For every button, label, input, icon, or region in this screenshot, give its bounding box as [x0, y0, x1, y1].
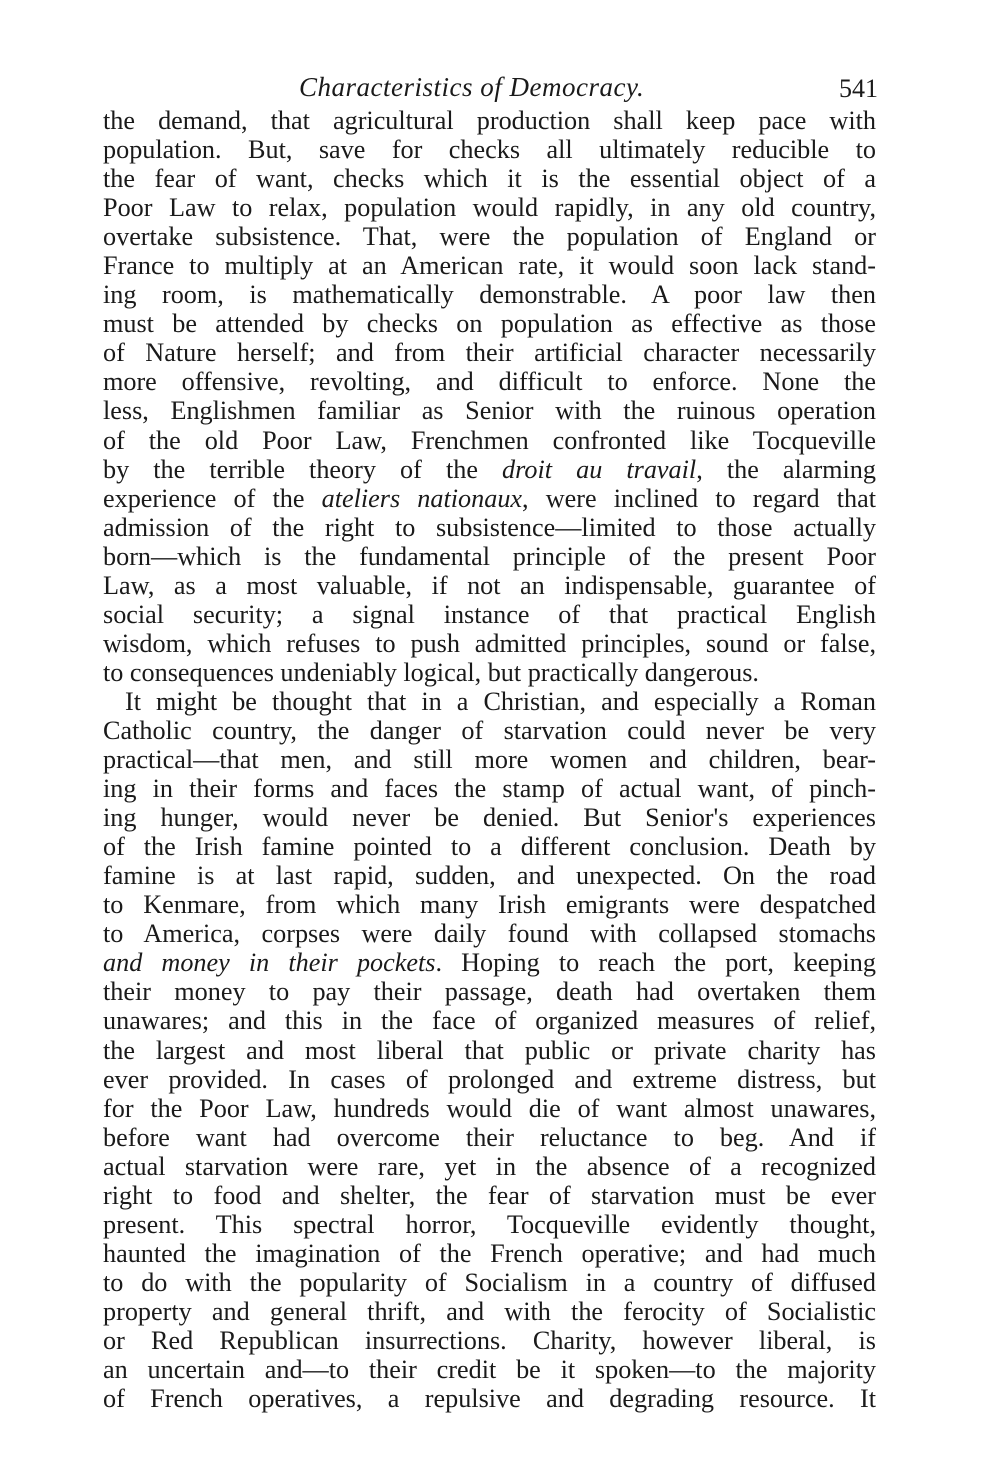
text-line: [103, 484, 876, 513]
running-title: Characteristics of Democracy.: [299, 72, 645, 102]
italic-phrase: ateliers nationaux: [321, 483, 523, 513]
text-line: [103, 774, 876, 803]
text-segment: property and general thrift, and with the ferocity of Socialistic: [103, 1296, 876, 1326]
text-segment: before want had overcome their reluctance to beg. And if: [103, 1122, 876, 1152]
text-line: [103, 890, 876, 919]
text-segment: wisdom, which refuses to push admitted principles, sound or false,: [103, 628, 876, 658]
text-line: [103, 1036, 876, 1065]
text-segment: population. But, save for checks all ultimately reducible to: [103, 135, 876, 165]
text-segment: ever provided. In cases of prolonged and extreme distress, but: [103, 1064, 876, 1094]
text-line: [103, 1094, 876, 1123]
text-segment: It might be thought that in a Christian, and especially a Roman: [125, 686, 876, 716]
text-segment: by the terrible theory of the: [103, 454, 503, 484]
text-line: [103, 1355, 876, 1384]
text-line: [103, 1152, 876, 1181]
text-segment: ing room, is mathematically demonstrable. A poor law then: [103, 280, 876, 310]
text-line: [103, 1181, 876, 1210]
text-segment: famine is at last rapid, sudden, and unexpected. On the road: [103, 861, 876, 891]
text-segment: for the Poor Law, hundreds would die of want almost unawares,: [103, 1093, 876, 1123]
text-line: [103, 513, 876, 542]
text-line: [103, 426, 876, 455]
text-line: [103, 1297, 876, 1326]
text-segment: overtake subsistence. That, were the population of England or: [103, 222, 876, 252]
text-line: [103, 948, 876, 977]
text-segment: Poor Law to relax, population would rapidly, in any old country,: [103, 193, 876, 223]
text-segment: Catholic country, the danger of starvation could never be very: [103, 715, 876, 745]
text-segment: social security; a signal instance of that practical English: [103, 599, 876, 629]
text-segment: to consequences undeniably logical, but practically dangerous.: [103, 657, 759, 687]
italic-phrase: droit au travail: [502, 454, 697, 484]
text-segment: more offensive, revolting, and difficult to enforce. None the: [103, 367, 876, 397]
text-segment: or Red Republican insurrections. Charity, however liberal, is: [103, 1325, 876, 1355]
text-line: [103, 745, 876, 774]
text-segment: haunted the imagination of the French operative; and had much: [103, 1238, 876, 1268]
text-line: [103, 1006, 876, 1035]
text-line: [103, 687, 876, 716]
text-segment: less, Englishmen familiar as Senior with the ruinous operation: [103, 396, 876, 426]
text-line: [103, 716, 876, 745]
italic-phrase: and money in their pockets: [103, 948, 436, 978]
text-line: [103, 861, 876, 890]
text-line: [103, 1065, 876, 1094]
text-line: [103, 571, 876, 600]
text-line: [103, 164, 876, 193]
text-segment: the demand, that agricultural production shall keep pace with: [103, 106, 876, 135]
running-head: [103, 72, 878, 106]
text-line: [103, 1123, 876, 1152]
text-segment: the largest and most liberal that public or private charity has: [103, 1035, 876, 1065]
text-segment: of Nature herself; and from their artificial character necessarily: [103, 338, 876, 368]
text-segment: of the Irish famine pointed to a different conclusion. Death by: [103, 832, 876, 862]
text-line: [103, 542, 876, 571]
text-segment: to Kenmare, from which many Irish emigrants were despatched: [103, 890, 876, 920]
text-line: [103, 600, 876, 629]
text-line: [103, 309, 876, 338]
text-line: [103, 919, 876, 948]
text-segment: Law, as a most valuable, if not an indispensable, guarantee of: [103, 570, 876, 600]
text-segment: the fear of want, checks which it is the essential object of a: [103, 164, 876, 194]
text-line: [103, 222, 876, 251]
text-line: [103, 251, 876, 280]
text-segment: . Hoping to reach the port, keeping: [435, 948, 876, 978]
text-segment: of the old Poor Law, Frenchmen confronted like Tocqueville: [103, 425, 876, 455]
text-segment: born—which is the fundamental principle of the present Poor: [103, 541, 876, 571]
text-segment: to America, corpses were daily found with collapsed stomachs: [103, 919, 876, 949]
text-segment: practical—that men, and still more women and children, bear-: [103, 745, 876, 775]
text-segment: ing in their forms and faces the stamp of actual want, of pinch-: [103, 774, 876, 804]
text-line: [103, 1326, 876, 1355]
text-line: [103, 280, 876, 309]
text-line: [103, 1384, 876, 1413]
text-line: [103, 106, 876, 135]
page-number: 541: [839, 74, 878, 103]
text-line: [103, 832, 876, 861]
text-segment: must be attended by checks on population as effective as those: [103, 309, 876, 339]
text-segment: France to multiply at an American rate, it would soon lack stand-: [103, 251, 876, 281]
text-line: [103, 135, 876, 164]
text-segment: present. This spectral horror, Tocqueville evidently thought,: [103, 1209, 876, 1239]
text-line: [103, 803, 876, 832]
text-segment: unawares; and this in the face of organized measures of relief,: [103, 1006, 876, 1036]
text-segment: an uncertain and—to their credit be it spoken—to the majority: [103, 1355, 876, 1385]
text-line: [103, 338, 876, 367]
text-line: [103, 367, 876, 396]
text-segment: ing hunger, would never be denied. But Senior's experiences: [103, 803, 876, 833]
text-segment: , were inclined to regard that: [522, 483, 876, 513]
text-segment: , the alarming: [696, 454, 876, 484]
text-line: [103, 1239, 876, 1268]
text-line: [103, 455, 876, 484]
text-segment: their money to pay their passage, death had overtaken them: [103, 977, 876, 1007]
text-segment: to do with the popularity of Socialism in a country of diffused: [103, 1267, 876, 1297]
text-segment: actual starvation were rare, yet in the absence of a recognized: [103, 1151, 876, 1181]
text-segment: of French operatives, a repulsive and degrading resource. It: [103, 1384, 876, 1414]
text-segment: experience of the: [103, 483, 322, 513]
text-segment: admission of the right to subsistence—limited to those actually: [103, 512, 876, 542]
text-line: [103, 629, 876, 658]
text-line: [103, 1268, 876, 1297]
text-line: [103, 193, 876, 222]
text-line: [103, 977, 876, 1006]
text-line: [103, 658, 876, 687]
text-line: [103, 396, 876, 425]
text-segment: right to food and shelter, the fear of starvation must be ever: [103, 1180, 876, 1210]
text-line: [103, 1210, 876, 1239]
body-text: [103, 106, 876, 1413]
